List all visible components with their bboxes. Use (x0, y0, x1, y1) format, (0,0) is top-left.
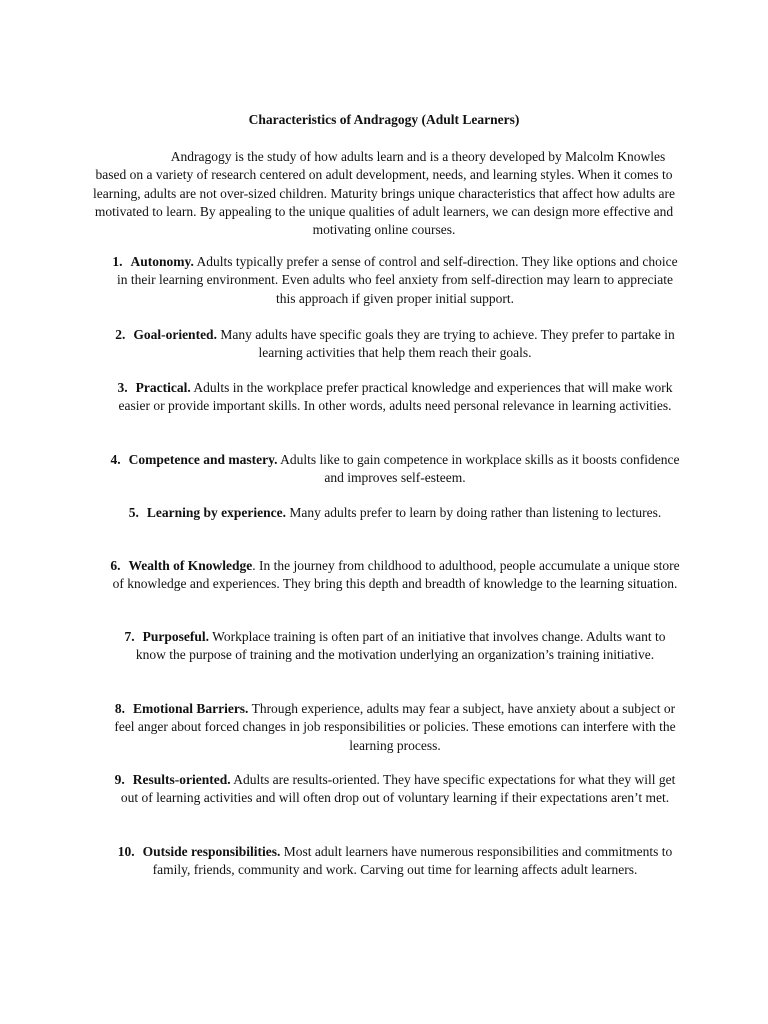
list-item-outside-responsibilities (110, 843, 680, 880)
list-item-text: Adults like to gain competence in workplace skills as it boosts confidence and improves self-esteem. (277, 452, 680, 486)
list-item-text: Many adults prefer to learn by doing rather than listening to lectures. (285, 505, 662, 520)
list-item-heading: Wealth of Knowledge (128, 558, 253, 573)
list-item-number: 6. (110, 558, 121, 573)
list-item-number: 1. (112, 254, 123, 269)
list-item-emotional-barriers (110, 700, 680, 755)
list-item-text: Many adults have specific goals they are trying to achieve. They prefer to partake in learning activities that help them reach their goals. (216, 327, 675, 361)
list-item-number: 5. (128, 505, 139, 520)
list-item-practical (110, 379, 680, 416)
list-item-learning-by-experience (110, 504, 680, 522)
list-item-heading: Goal-oriented. (133, 327, 217, 342)
list-item-heading: Practical. (135, 380, 191, 395)
list-item-goal-oriented (110, 326, 680, 363)
intro-paragraph (92, 148, 676, 239)
list-item-heading: Results-oriented. (132, 772, 231, 787)
list-item-number: 4. (110, 452, 121, 467)
list-item-number: 2. (115, 327, 126, 342)
list-item-heading: Outside responsibilities. (142, 844, 281, 859)
list-item-results-oriented (110, 771, 680, 808)
list-item-number: 7. (124, 629, 135, 644)
list-item-wealth-of-knowledge (110, 557, 680, 594)
list-item-heading: Emotional Barriers. (132, 701, 249, 716)
list-item-text: . In the journey from childhood to adulthood, people accumulate a unique store of knowledge and experiences. They bring this depth and breadth of knowledge to the learning situation. (112, 558, 680, 592)
list-item-number: 9. (114, 772, 125, 787)
document-title: Characteristics of Andragogy (Adult Learners) (248, 112, 520, 127)
list-item-heading: Competence and mastery. (128, 452, 278, 467)
list-item-text: Adults in the workplace prefer practical knowledge and experiences that will make work easier or provide important skills. In other words, adults need personal relevance in learning activities. (118, 380, 673, 414)
list-item-heading: Learning by experience. (146, 505, 286, 520)
list-item-competence (110, 451, 680, 488)
list-item-number: 10. (117, 844, 135, 859)
list-item-purposeful (110, 628, 680, 665)
list-item-text: Through experience, adults may fear a subject, have anxiety about a subject or feel anger about forced changes in job responsibilities or policies. These emotions can interfere with the learning process. (114, 701, 676, 753)
list-item-number: 3. (117, 380, 128, 395)
list-item-text: Adults are results-oriented. They have specific expectations for what they will get out of learning activities and will often drop out of voluntary learning if their expectations aren’t met. (120, 772, 676, 806)
list-item-heading: Purposeful. (142, 629, 210, 644)
list-item-autonomy (110, 253, 680, 308)
list-item-text: Most adult learners have numerous responsibilities and commitments to family, friends, community and work. Carving out time for learning affects adult learners. (152, 844, 673, 878)
list-item-heading: Autonomy. (130, 254, 194, 269)
list-item-text: Adults typically prefer a sense of control and self-direction. They like options and choice in their learning environment. Even adults who feel anxiety from self-direction may learn to appreciate this approach if given proper initial support. (117, 254, 678, 306)
intro-text: Andragogy is the study of how adults learn and is a theory developed by Malcolm Knowles based on a variety of research centered on adult development, needs, and learning styles. When it comes to learning, adults are not over-sized children. Maturity brings unique characteristics that affect how adults are motivated to learn. By appealing to the unique qualities of adult learners, we can design more effective and motivating online courses. (92, 149, 676, 238)
list-item-text: Workplace training is often part of an initiative that involves change. Adults want to know the purpose of training and the motivation underlying an organization’s training initiative. (135, 629, 666, 663)
list-item-number: 8. (114, 701, 125, 716)
